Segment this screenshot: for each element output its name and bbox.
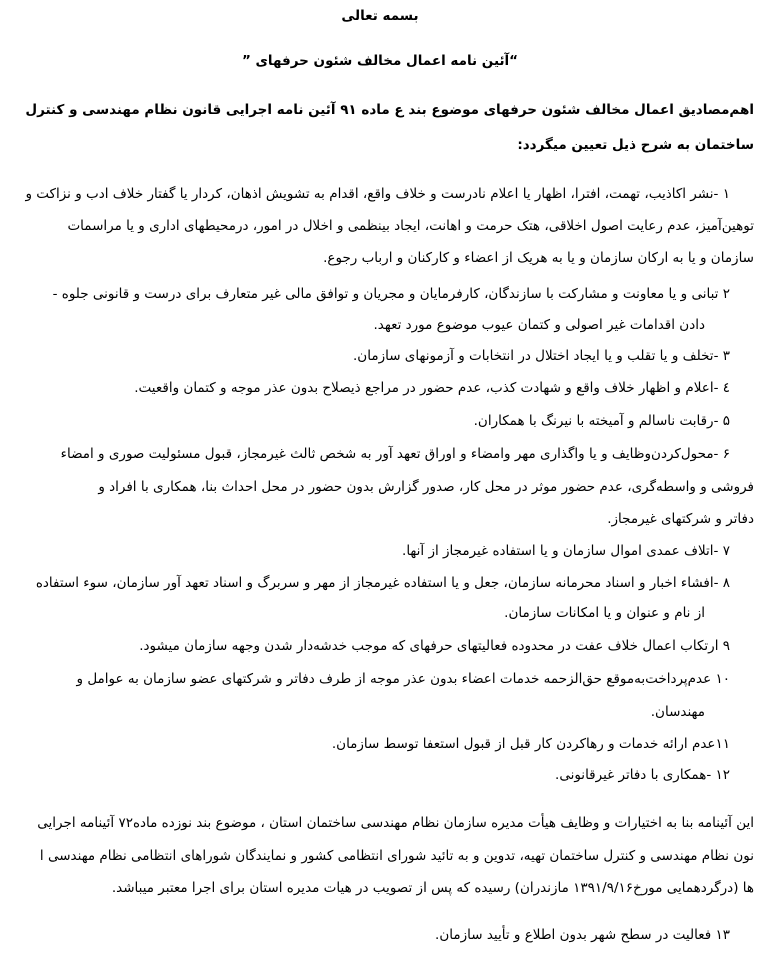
item-line: ۳ -تخلف و یا تقلب و یا ایجاد اختلال در انتخابات و آزمونهای سازمان. bbox=[353, 348, 730, 364]
item-line: ۱۰ عدم‌پرداخت‌به‌موقع حق‌الزحمه خدمات اعضاء بدون عذر موجه از طرف دفاتر و شرکتهای عضو سازمان به عوامل و bbox=[76, 671, 730, 687]
item-line: از نام و عنوان و یا امکانات سازمان. bbox=[504, 605, 705, 621]
closing-line: ها (درگردهمایی مورخ۱۳۹۱/۹/۱۶ مازندران) رسیده که پس از تصویب در هیات مدیره استان برای اجرا معتبر میباشد. bbox=[111, 880, 754, 896]
item-line: ۱۱عدم ارائه خدمات و رهاکردن کار قبل از قبول استعفا توسط سازمان. bbox=[331, 736, 730, 752]
document-title: “آئین نامه اعمال مخالف شئون حرفهای ” bbox=[241, 53, 519, 69]
basmala: بسمه تعالی bbox=[341, 8, 419, 24]
item-line: دفاتر و شرکتهای غیرمجاز. bbox=[607, 511, 754, 527]
item-line: ۷ -اتلاف عمدی اموال سازمان و یا استفاده غیرمجاز از آنها. bbox=[402, 543, 730, 559]
extra-list-item: ۱۳ فعالیت در سطح شهر بدون اطلاع و تأیید سازمان. bbox=[435, 927, 730, 943]
item-line: ۲ تبانی و یا معاونت و مشارکت با سازندگان، کارفرمایان و مجریان و توافق مالی غیر متعارف برای درست و قانونی جلوه - bbox=[52, 286, 730, 302]
item-line: ۱ -نشر اکاذیب، تهمت، افترا، اظهار یا اعلام نادرست و خلاف واقع، اقدام به تشویش اذهان، کردار یا گفتار خلاف ادب و نزاکت و bbox=[25, 186, 730, 202]
item-line: ۸ -افشاء اخبار و اسناد محرمانه سازمان، جعل و یا استفاده غیرمجاز از مهر و سربرگ و اسناد تعهد آور سازمان، سوء استفاده bbox=[35, 575, 730, 591]
item-line: ۵ -رقابت ناسالم و آمیخته با نیرنگ با همکاران. bbox=[473, 413, 730, 429]
item-line: ٤ -اعلام و اظهار خلاف واقع و شهادت کذب، عدم حضور در مراجع ذیصلاح بدون عذر موجه و کتمان واقعیت. bbox=[134, 380, 730, 396]
item-line: توهین‌آمیز، عدم رعایت اصول اخلاقی، هتک حرمت و اهانت، ایجاد بینظمی و اخلال در امور، درمحیطهای اداری و یا مراسمات bbox=[67, 218, 754, 234]
item-line: ۹ ارتکاب اعمال خلاف عفت در محدوده فعالیتهای حرفهای که موجب خدشه‌دار شدن وجهه سازمان میشود. bbox=[139, 638, 730, 654]
item-line: ۶ -محول‌کردن‌وظایف و یا واگذاری مهر وامضاء و اوراق تعهد آور به شخص ثالث غیرمجاز، قبول مسئولیت صوری و امضاء bbox=[60, 446, 730, 462]
intro-line: اهم‌مصادیق اعمال مخالف شئون حرفهای موضوع بند ع ماده ۹۱ آئین نامه اجرایی قانون نظام مهندسی و کنترل bbox=[25, 102, 754, 118]
item-line: فروشی و واسطه‌گری، عدم حضور موثر در محل کار، صدور گزارش بدون حضور در محل احداث بنا، همکاری با افراد و bbox=[98, 479, 754, 495]
closing-line: نون نظام مهندسی و کنترل ساختمان تهیه، تدوین و به تائید شورای انتظامی کشور و نمایندگان شوراهای انتظامی نظام مهندسی ا bbox=[39, 848, 754, 864]
closing-line: این آئینامه بنا به اختیارات و وظایف هیأت مدیره سازمان نظام مهندسی ساختمان استان ، موضوع بند نوزده ماده۷۲ آئینامه اجرایی bbox=[37, 815, 754, 831]
intro-line: ساختمان به شرح ذیل تعیین میگردد: bbox=[517, 137, 754, 153]
item-line: سازمان و یا به ارکان سازمان و یا به هریک از اعضاء و کارکنان و ارباب رجوع. bbox=[323, 250, 754, 266]
item-line: مهندسان. bbox=[650, 704, 705, 720]
item-line: ۱۲ -همکاری با دفاتر غیرقانونی. bbox=[555, 767, 730, 783]
item-line: دادن اقدامات غیر اصولی و کتمان عیوب موضوع مورد تعهد. bbox=[373, 317, 705, 333]
